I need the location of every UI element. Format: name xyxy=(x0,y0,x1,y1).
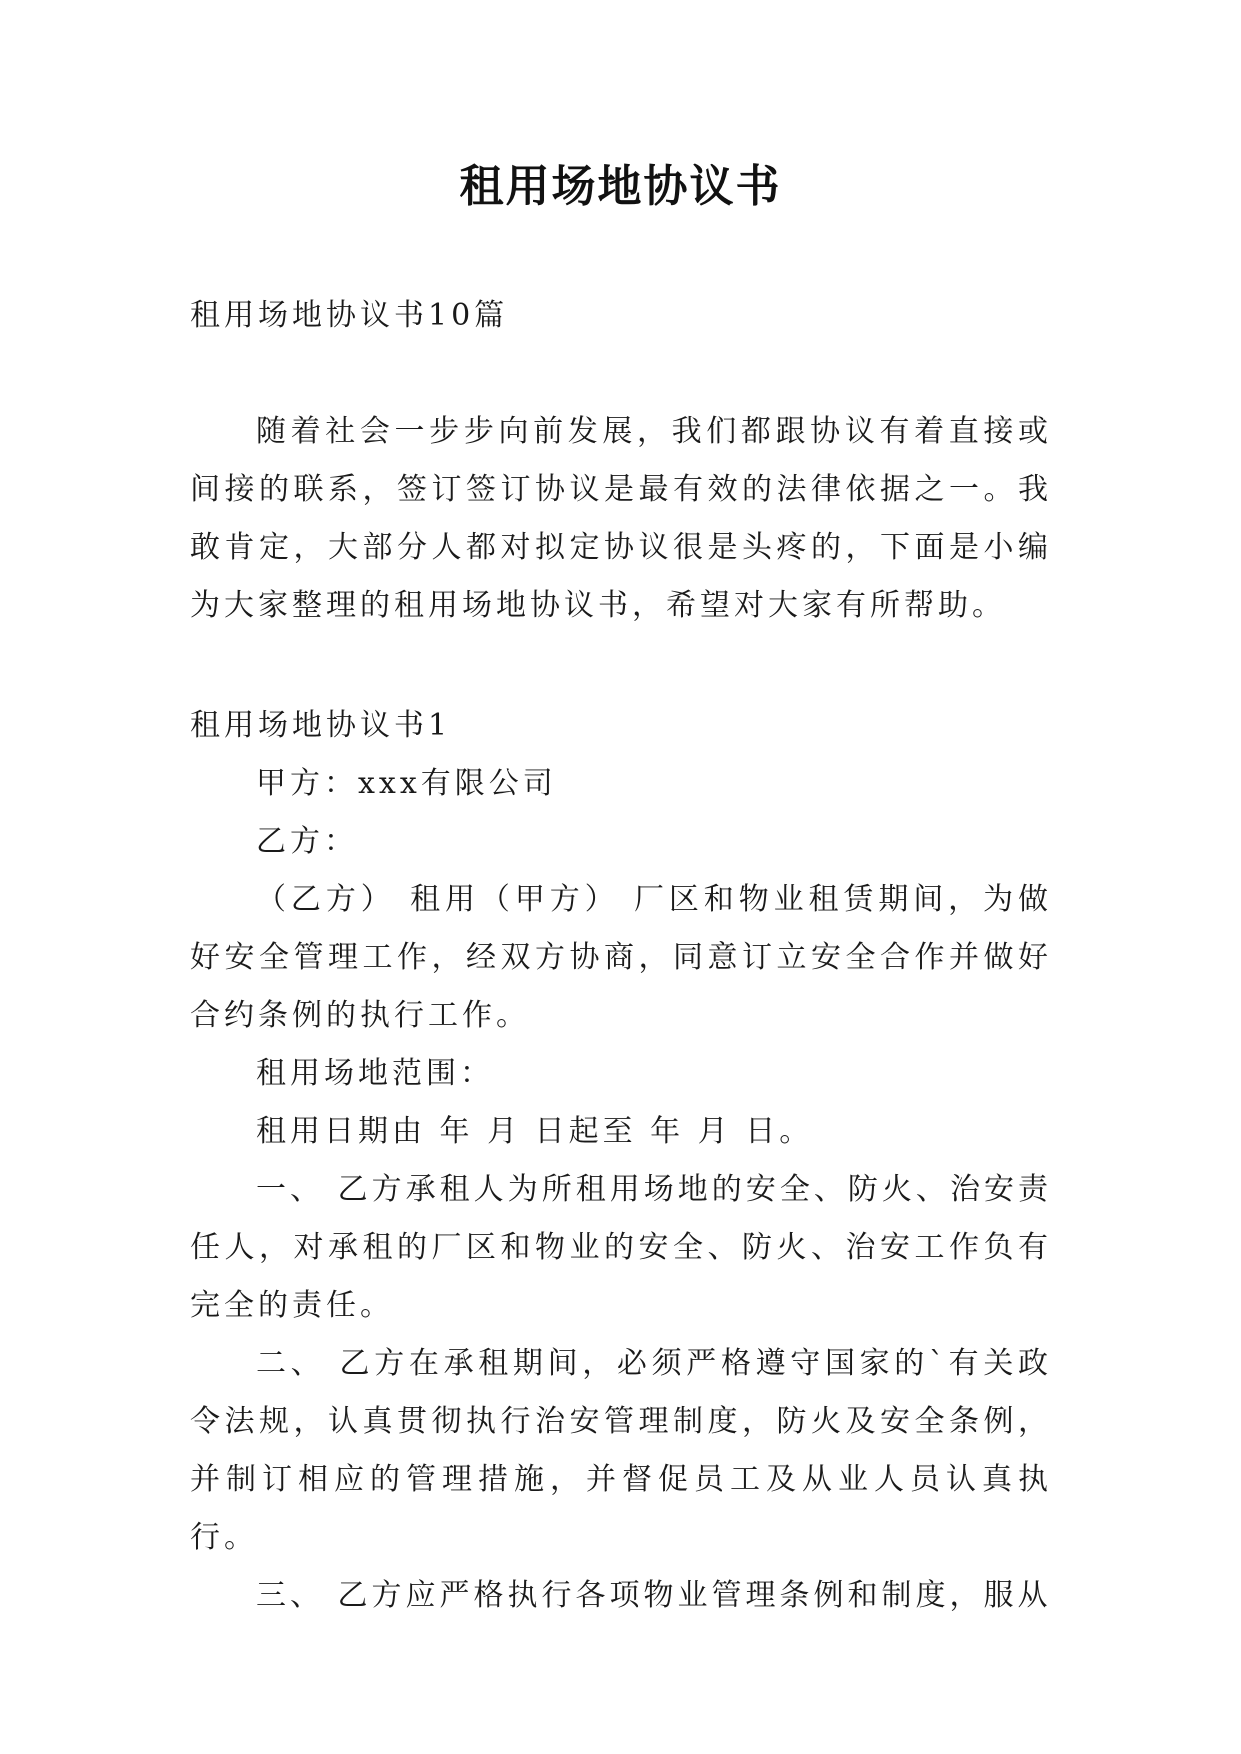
period-line: 租用日期由 年 月 日起至 年 月 日。 xyxy=(256,1114,814,1149)
clause-3: 三、 乙方应严格执行各项物业管理条例和制度，服从 xyxy=(256,1578,1052,1613)
scope-line: 租用场地范围： xyxy=(256,1056,494,1091)
page-title: 租用场地协议书 xyxy=(459,161,782,212)
clause-2: 二、 乙方在承租期间，必须严格遵守国家的`有关政令法规，认真贯彻执行治安管理制度，防火及安全条例，并制订相应的管理措施，并督促员工及从业人员认真执行。 xyxy=(190,1346,1052,1555)
preamble-paragraph: （乙方） 租用（甲方） 厂区和物业租赁期间，为做好安全管理工作，经双方协商，同意订立安全合作并做好合约条例的执行工作。 xyxy=(190,882,1052,1033)
clause-1: 一、 乙方承租人为所租用场地的安全、防火、治安责任人，对承租的厂区和物业的安全、防火、治安工作负有完全的责任。 xyxy=(190,1172,1052,1323)
party-a: 甲方：xxx有限公司 xyxy=(256,766,557,801)
intro-paragraph: 随着社会一步步向前发展，我们都跟协议有着直接或间接的联系，签订签订协议是最有效的法律依据之一。我敢肯定，大部分人都对拟定协议很是头疼的，下面是小编为大家整理的租用场地协议书，希望对大家有所帮助。 xyxy=(190,414,1052,623)
section-heading: 租用场地协议书1 xyxy=(190,708,452,743)
party-b: 乙方： xyxy=(256,824,358,859)
agreement-section xyxy=(190,697,1052,1625)
document-subtitle: 租用场地协议书10篇 xyxy=(190,298,509,333)
